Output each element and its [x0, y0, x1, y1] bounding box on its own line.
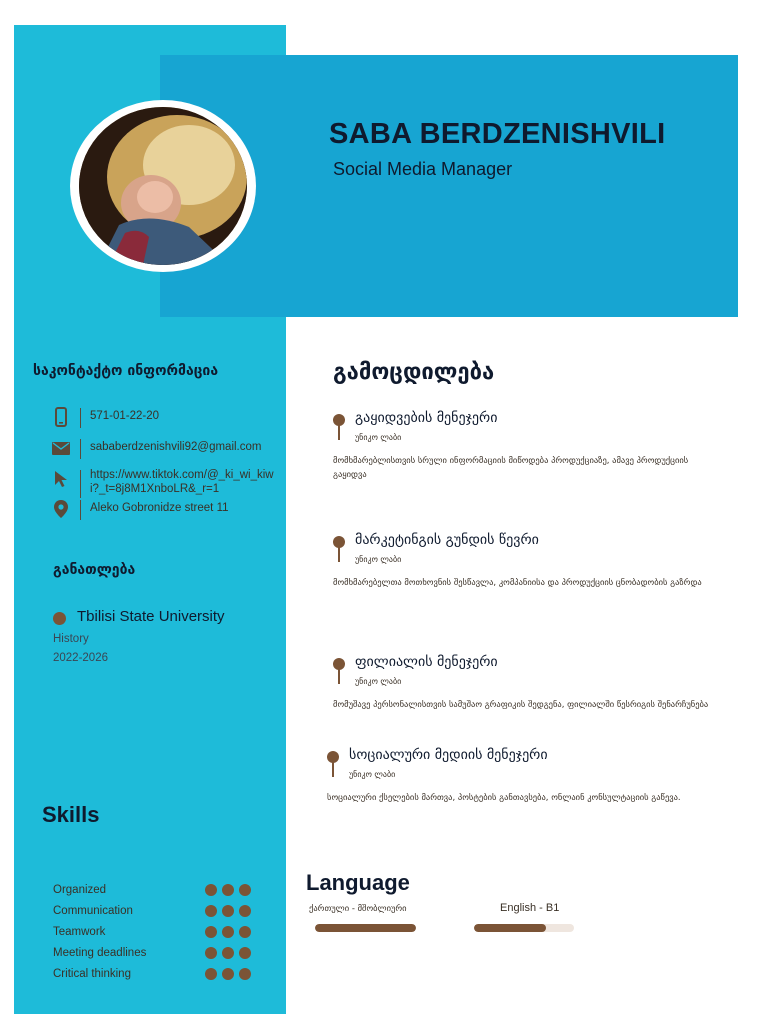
language-level-fill: [315, 924, 416, 932]
pin-icon: [333, 658, 345, 684]
candidate-name: SABA BERDZENISHVILI: [329, 118, 666, 150]
skill-row: [53, 946, 263, 962]
experience-description: მომხმარებლისთვის სრული ინფორმაციის მიწოდება პროდუქციაზე, ამავე პროდუქციის გაყიდვა: [333, 456, 689, 480]
skill-row: [53, 904, 263, 920]
language-name: English - B1: [500, 902, 560, 914]
bullet-dot-icon: [53, 612, 66, 625]
skill-name: Communication: [53, 905, 133, 917]
contact-website-row: [52, 468, 286, 502]
skill-name: Teamwork: [53, 926, 106, 938]
education-heading: განათლება: [53, 562, 136, 578]
skill-name: Organized: [53, 884, 107, 896]
skill-level-dots: [205, 884, 251, 896]
language-name: ქართული - მშობლიური: [309, 904, 407, 914]
skill-name: Meeting deadlines: [53, 947, 147, 959]
education-school: Tbilisi State University: [77, 608, 225, 625]
pin-icon: [333, 414, 345, 440]
contact-email-row: [52, 437, 286, 461]
skill-row: [53, 883, 263, 899]
experience-company: უნიკო ლაბი: [355, 677, 402, 686]
education-years: 2022-2026: [53, 652, 108, 664]
contact-divider: [80, 439, 81, 459]
experience-role: მარკეტინგის გუნდის წევრი: [355, 532, 539, 548]
language-level-bar: [315, 924, 416, 932]
contact-divider: [80, 500, 81, 520]
experience-role: ფილიალის მენეჯერი: [355, 654, 498, 670]
phone-icon: [52, 406, 70, 428]
experience-description: სოციალური ქსელების მართვა, პოსტების განთავსება, ონლაინ კონსულტაციის გაწევა.: [327, 793, 681, 803]
contact-heading: საკონტაქტო ინფორმაცია: [33, 363, 219, 379]
skill-level-dots: [205, 926, 251, 938]
cursor-icon: [52, 468, 70, 490]
experience-company: უნიკო ლაბი: [355, 555, 402, 564]
website-link[interactable]: https://www.tiktok.com/@_ki_wi_kiwi?_t=8j8M1XnboLR&_r=1: [90, 469, 274, 495]
experience-role: გაყიდვების მენეჯერი: [355, 410, 498, 426]
phone-number: 571-01-22-20: [90, 410, 160, 422]
pin-icon: [327, 751, 339, 777]
experience-heading: გამოცდილება: [333, 360, 495, 385]
envelope-icon: [52, 437, 70, 459]
skill-row: [53, 967, 263, 983]
skill-level-dots: [205, 905, 251, 917]
contact-address-row: [52, 498, 286, 522]
pin-icon: [333, 536, 345, 562]
address-text: Aleko Gobronidze street 11: [90, 502, 229, 514]
profile-photo: [79, 107, 247, 265]
language-level-bar: [474, 924, 574, 932]
skill-level-dots: [205, 947, 251, 959]
experience-description: მომხმარებელთა მოთხოვნის შესწავლა, კომპანიისა და პროდუქციის ცნობადობის გაზრდა: [333, 578, 702, 588]
contact-divider: [80, 470, 81, 498]
skill-level-dots: [205, 968, 251, 980]
language-heading: Language: [306, 870, 410, 895]
education-field: History: [53, 633, 89, 645]
contact-divider: [80, 408, 81, 428]
experience-description: მომუშავე პერსონალისთვის სამუშაო გრაფიკის შედგენა, ფილიალში წესრიგის შენარჩუნება: [333, 700, 709, 710]
language-level-fill: [474, 924, 546, 932]
candidate-role: Social Media Manager: [333, 159, 513, 179]
skills-heading: Skills: [42, 802, 100, 827]
location-pin-icon: [52, 498, 70, 520]
skill-row: [53, 925, 263, 941]
experience-role: სოციალური მედიის მენეჯერი: [349, 747, 548, 763]
skill-name: Critical thinking: [53, 968, 131, 980]
experience-company: უნიკო ლაბი: [355, 433, 402, 442]
email-link[interactable]: sababerdzenishvili92@gmail.com: [90, 441, 262, 453]
contact-phone-row: [52, 406, 286, 430]
experience-company: უნიკო ლაბი: [349, 770, 396, 779]
